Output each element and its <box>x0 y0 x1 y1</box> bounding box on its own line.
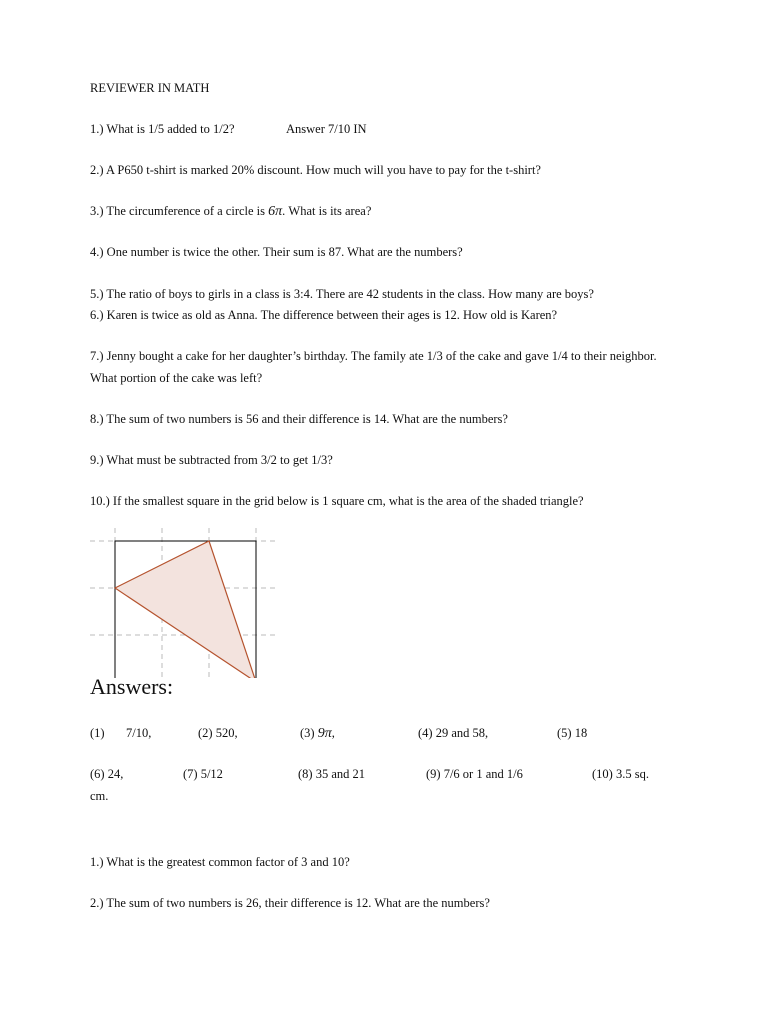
answer-2: (2) 520, <box>198 726 238 740</box>
question-2: 2.) A P650 t-shirt is marked 20% discount. How much will you have to pay for the t-shirt? <box>90 163 541 177</box>
question-3 <box>90 203 371 220</box>
question-9: 9.) What must be subtracted from 3/2 to get 1/3? <box>90 453 333 467</box>
question-6: 6.) Karen is twice as old as Anna. The difference between their ages is 12. How old is Karen? <box>90 308 558 322</box>
answer-6: (6) 24, <box>90 767 124 781</box>
question-3-num: 6 <box>268 204 276 219</box>
answer-9: (9) 7/6 or 1 and 1/6 <box>426 767 523 781</box>
answer-1-number: (1) <box>90 726 105 740</box>
answer-10: (10) 3.5 sq. <box>592 767 649 781</box>
answer-4: (4) 29 and 58, <box>418 726 489 740</box>
question-3-post: . What is its area? <box>282 204 372 218</box>
question-1: 1.) What is 1/5 added to 1/2? <box>90 122 235 136</box>
answer-3-pre: (3) <box>300 726 318 740</box>
question-5: 5.) The ratio of boys to girls in a class is 3:4. There are 42 students in the class. How many are boys? <box>90 287 594 301</box>
answers-heading: Answers: <box>90 674 174 699</box>
answer-3-post: , <box>331 726 335 740</box>
grid-figure <box>90 528 290 678</box>
pi-symbol: π <box>275 204 283 219</box>
shaded-triangle <box>115 541 256 678</box>
extra-question-1: 1.) What is the greatest common factor of 3 and 10? <box>90 855 350 869</box>
extra-question-2: 2.) The sum of two numbers is 26, their difference is 12. What are the numbers? <box>90 896 490 910</box>
question-1-answer: Answer 7/10 IN <box>286 122 367 136</box>
answer-8: (8) 35 and 21 <box>298 767 365 781</box>
question-7: 7.) Jenny bought a cake for her daughter’s birthday. The family ate 1/3 of the cake and gave 1/4 to their neighbor. What portion of the cake was left? <box>90 349 657 385</box>
answer-3 <box>300 725 335 742</box>
document-title: REVIEWER IN MATH <box>90 81 210 95</box>
answer-3-num: 9 <box>317 726 325 741</box>
answer-5: (5) 18 <box>557 726 588 740</box>
question-3-pre: 3.) The circumference of a circle is <box>90 204 269 218</box>
question-10: 10.) If the smallest square in the grid below is 1 square cm, what is the area of the shaded triangle? <box>90 494 584 508</box>
question-8: 8.) The sum of two numbers is 56 and their difference is 14. What are the numbers? <box>90 412 508 426</box>
answer-1-value: 7/10, <box>126 726 152 740</box>
pi-symbol: π <box>324 726 332 741</box>
answer-10-continued: cm. <box>90 789 109 803</box>
answer-7: (7) 5/12 <box>183 767 223 781</box>
question-4: 4.) One number is twice the other. Their sum is 87. What are the numbers? <box>90 245 463 259</box>
